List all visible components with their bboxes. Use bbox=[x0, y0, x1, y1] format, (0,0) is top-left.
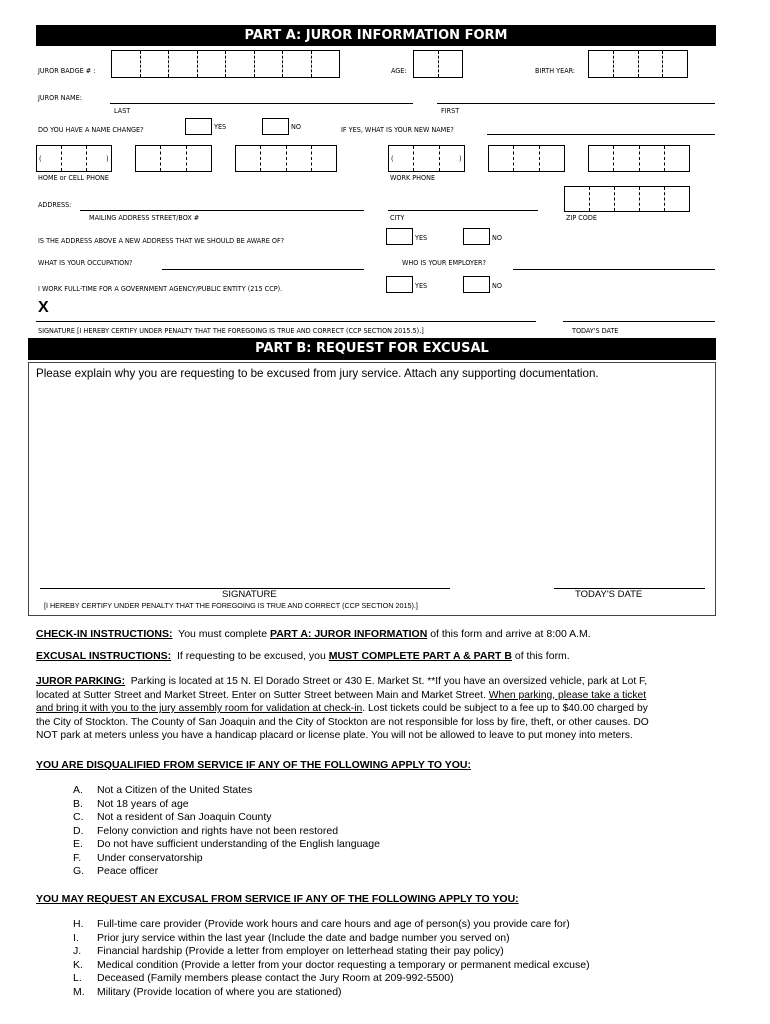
list-item-key: D. bbox=[73, 824, 84, 837]
government-no-label: NO bbox=[492, 281, 502, 290]
name-change-no-label: NO bbox=[291, 122, 301, 131]
work-phone-label: WORK PHONE bbox=[390, 173, 436, 182]
birth-year-label: BIRTH YEAR: bbox=[535, 66, 576, 75]
disqualified-heading: YOU ARE DISQUALIFIED FROM SERVICE IF ANY OF THE FOLLOWING APPLY TO YOU: bbox=[36, 759, 472, 771]
home-phone-paren-close: ) bbox=[106, 154, 109, 163]
parking-line-5: NOT park at meters unless you have a handicap placard or license plate. You will not be allowed to leave to put money into meters. bbox=[36, 730, 633, 741]
list-item bbox=[73, 784, 380, 798]
last-label: LAST bbox=[114, 106, 131, 115]
new-address-question: IS THE ADDRESS ABOVE A NEW ADDRESS THAT WE SHOULD BE AWARE OF? bbox=[38, 236, 285, 245]
employer-field[interactable] bbox=[513, 257, 715, 270]
list-item-key: B. bbox=[73, 797, 83, 810]
street-label: MAILING ADDRESS STREET/BOX # bbox=[89, 213, 200, 222]
list-item-key: H. bbox=[73, 918, 84, 930]
list-item-text: Deceased (Family members please contact the Jury Room at 209-992-5500) bbox=[97, 972, 454, 984]
work-phone-prefix[interactable] bbox=[488, 145, 565, 172]
new-address-yes-checkbox[interactable] bbox=[386, 228, 413, 245]
badge-label: JUROR BADGE # : bbox=[38, 66, 96, 75]
excusal-text-a: If requesting to be excused, you bbox=[177, 650, 326, 662]
age-label: AGE: bbox=[391, 66, 407, 75]
list-item-text: Military (Provide location of where you are stationed) bbox=[97, 985, 342, 998]
home-phone-label: HOME or CELL PHONE bbox=[38, 173, 109, 182]
list-item bbox=[73, 918, 590, 932]
parking-line-4: the City of Stockton. The County of San Joaquin and the City of Stockton are not responsible for loss by fire, theft, or other causes. DO bbox=[36, 716, 649, 728]
zip-code-label: ZIP CODE bbox=[566, 213, 597, 222]
new-name-question: IF YES, WHAT IS YOUR NEW NAME? bbox=[341, 125, 454, 134]
name-change-no-checkbox[interactable] bbox=[262, 118, 289, 135]
part-a-signature-line[interactable] bbox=[36, 309, 536, 322]
list-item-key: I. bbox=[73, 931, 79, 944]
excusal-list-heading: YOU MAY REQUEST AN EXCUSAL FROM SERVICE IF ANY OF THE FOLLOWING APPLY TO YOU: bbox=[36, 893, 519, 905]
work-phone-area-code[interactable] bbox=[388, 145, 465, 172]
part-a-header: PART A: JUROR INFORMATION FORM bbox=[36, 25, 716, 46]
government-no-checkbox[interactable] bbox=[463, 276, 490, 293]
checkin-instructions bbox=[36, 628, 591, 640]
list-item-key: K. bbox=[73, 958, 83, 971]
first-label: FIRST bbox=[441, 106, 460, 115]
list-item-text: Not 18 years of age bbox=[97, 797, 189, 810]
new-name-field[interactable] bbox=[487, 122, 715, 135]
home-phone-number[interactable] bbox=[235, 145, 337, 172]
list-item bbox=[73, 852, 380, 866]
list-item-key: C. bbox=[73, 811, 84, 823]
list-item bbox=[73, 972, 590, 986]
list-item-text: Felony conviction and rights have not been restored bbox=[97, 824, 339, 837]
new-address-no-checkbox[interactable] bbox=[463, 228, 490, 245]
occupation-question: WHAT IS YOUR OCCUPATION? bbox=[38, 258, 133, 267]
work-phone-paren-close: ) bbox=[459, 154, 462, 163]
list-item bbox=[73, 811, 380, 825]
excusal-text-b: MUST COMPLETE PART A & PART B bbox=[328, 650, 512, 662]
city-label: CITY bbox=[390, 213, 405, 222]
first-name-field[interactable] bbox=[437, 91, 715, 104]
part-b-date-label: TODAY'S DATE bbox=[575, 589, 643, 600]
checkin-text-b: PART A: JUROR INFORMATION bbox=[270, 628, 428, 640]
list-item-key: M. bbox=[73, 985, 85, 998]
list-item-text: Medical condition (Provide a letter from your doctor requesting a temporary or permanent medical excuse) bbox=[97, 958, 590, 971]
list-item-text: Under conservatorship bbox=[97, 851, 203, 864]
new-address-yes-label: YES bbox=[415, 233, 428, 242]
government-yes-label: YES bbox=[415, 281, 428, 290]
employer-question: WHO IS YOUR EMPLOYER? bbox=[402, 258, 486, 267]
signature-x-mark: X bbox=[38, 299, 49, 316]
list-item-text: Peace officer bbox=[97, 865, 159, 877]
list-item-text: Not a resident of San Joaquin County bbox=[97, 811, 272, 823]
list-item bbox=[73, 986, 590, 1000]
list-item-text: Financial hardship (Provide a letter from employer on letterhead stating their pay policy) bbox=[97, 945, 504, 957]
part-b-signature-line[interactable] bbox=[40, 578, 450, 589]
badge-input[interactable] bbox=[111, 50, 340, 78]
list-item-text: Prior jury service within the last year (Include the date and badge number you served on) bbox=[97, 931, 510, 944]
birth-year-input[interactable] bbox=[588, 50, 688, 78]
parking-line-2b: When parking, please take a ticket bbox=[488, 689, 647, 701]
excusal-prompt: Please explain why you are requesting to be excused from jury service. Attach any supporting documentation. bbox=[36, 367, 599, 380]
government-yes-checkbox[interactable] bbox=[386, 276, 413, 293]
checkin-text-a: You must complete bbox=[178, 628, 268, 640]
list-item bbox=[73, 798, 380, 812]
home-phone-prefix[interactable] bbox=[135, 145, 212, 172]
parking-paragraph bbox=[36, 675, 649, 743]
list-item-key: A. bbox=[73, 784, 83, 796]
list-item bbox=[73, 959, 590, 973]
new-address-no-label: NO bbox=[492, 233, 502, 242]
juror-name-label: JUROR NAME: bbox=[38, 93, 82, 102]
list-item-text: Full-time care provider (Provide work hours and care hours and age of person(s) you provide care for) bbox=[97, 918, 570, 930]
government-question: I WORK FULL-TIME FOR A GOVERNMENT AGENCY/PUBLIC ENTITY (215 CCP). bbox=[38, 284, 283, 293]
street-field[interactable] bbox=[80, 198, 364, 211]
part-a-date-line[interactable] bbox=[563, 309, 715, 322]
name-change-yes-checkbox[interactable] bbox=[185, 118, 212, 135]
list-item bbox=[73, 945, 590, 959]
parking-line-1: Parking is located at 15 N. El Dorado Street or 430 E. Market St. **If you have an oversized vehicle, park at Lot F, bbox=[130, 676, 648, 687]
checkin-text-c: of this form and arrive at 8:00 A.M. bbox=[430, 628, 591, 640]
home-phone-area-code[interactable] bbox=[36, 145, 112, 172]
excusal-text-c: of this form. bbox=[514, 650, 570, 662]
list-item bbox=[73, 838, 380, 852]
excusal-reasons-list bbox=[73, 918, 590, 999]
list-item-key: L. bbox=[73, 972, 82, 984]
last-name-field[interactable] bbox=[110, 91, 413, 104]
work-phone-number[interactable] bbox=[588, 145, 690, 172]
work-phone-paren-open: ( bbox=[391, 154, 394, 163]
list-item-key: G. bbox=[73, 865, 85, 877]
occupation-field[interactable] bbox=[162, 257, 364, 270]
parking-line-3a: and bring it with you to the jury assembly room for validation at check-in bbox=[36, 703, 363, 714]
list-item-key: J. bbox=[73, 945, 82, 957]
list-item bbox=[73, 865, 380, 879]
address-label: ADDRESS: bbox=[38, 200, 72, 209]
home-phone-paren-open: ( bbox=[39, 154, 42, 163]
age-input[interactable] bbox=[413, 50, 463, 78]
list-item-key: F. bbox=[73, 851, 82, 864]
disqualified-list bbox=[73, 784, 380, 879]
zip-code-input[interactable] bbox=[564, 186, 690, 212]
excusal-heading: EXCUSAL INSTRUCTIONS: bbox=[36, 650, 172, 662]
excusal-instructions bbox=[36, 650, 570, 662]
name-change-yes-label: YES bbox=[214, 122, 227, 131]
part-a-signature-label: SIGNATURE [I HEREBY CERTIFY UNDER PENALTY THAT THE FOREGOING IS TRUE AND CORRECT (CCP SECTION 2015.5).] bbox=[38, 326, 424, 335]
list-item bbox=[73, 932, 590, 946]
parking-line-2a: located at Sutter Street and Market Street. Enter on Sutter Street between Main and Market Street. bbox=[36, 689, 486, 701]
checkin-heading: CHECK-IN INSTRUCTIONS: bbox=[36, 628, 173, 640]
parking-line-3b: . Lost tickets could be subject to a fee up to $40.00 charged by bbox=[362, 703, 648, 714]
list-item-text: Do not have sufficient understanding of the English language bbox=[97, 838, 380, 850]
parking-heading: JUROR PARKING: bbox=[36, 676, 126, 687]
part-b-date-line[interactable] bbox=[554, 578, 705, 589]
list-item-text: Not a Citizen of the United States bbox=[97, 784, 253, 796]
list-item-key: E. bbox=[73, 838, 83, 850]
part-b-certify: [I HEREBY CERTIFY UNDER PENALTY THAT THE FOREGOING IS TRUE AND CORRECT (CCP SECTION 2015).] bbox=[44, 601, 418, 610]
name-change-question: DO YOU HAVE A NAME CHANGE? bbox=[38, 125, 144, 134]
city-field[interactable] bbox=[388, 198, 538, 211]
part-b-signature-label: SIGNATURE bbox=[222, 589, 277, 600]
part-a-date-label: TODAY'S DATE bbox=[572, 326, 619, 335]
part-b-header: PART B: REQUEST FOR EXCUSAL bbox=[28, 338, 716, 360]
list-item bbox=[73, 825, 380, 839]
